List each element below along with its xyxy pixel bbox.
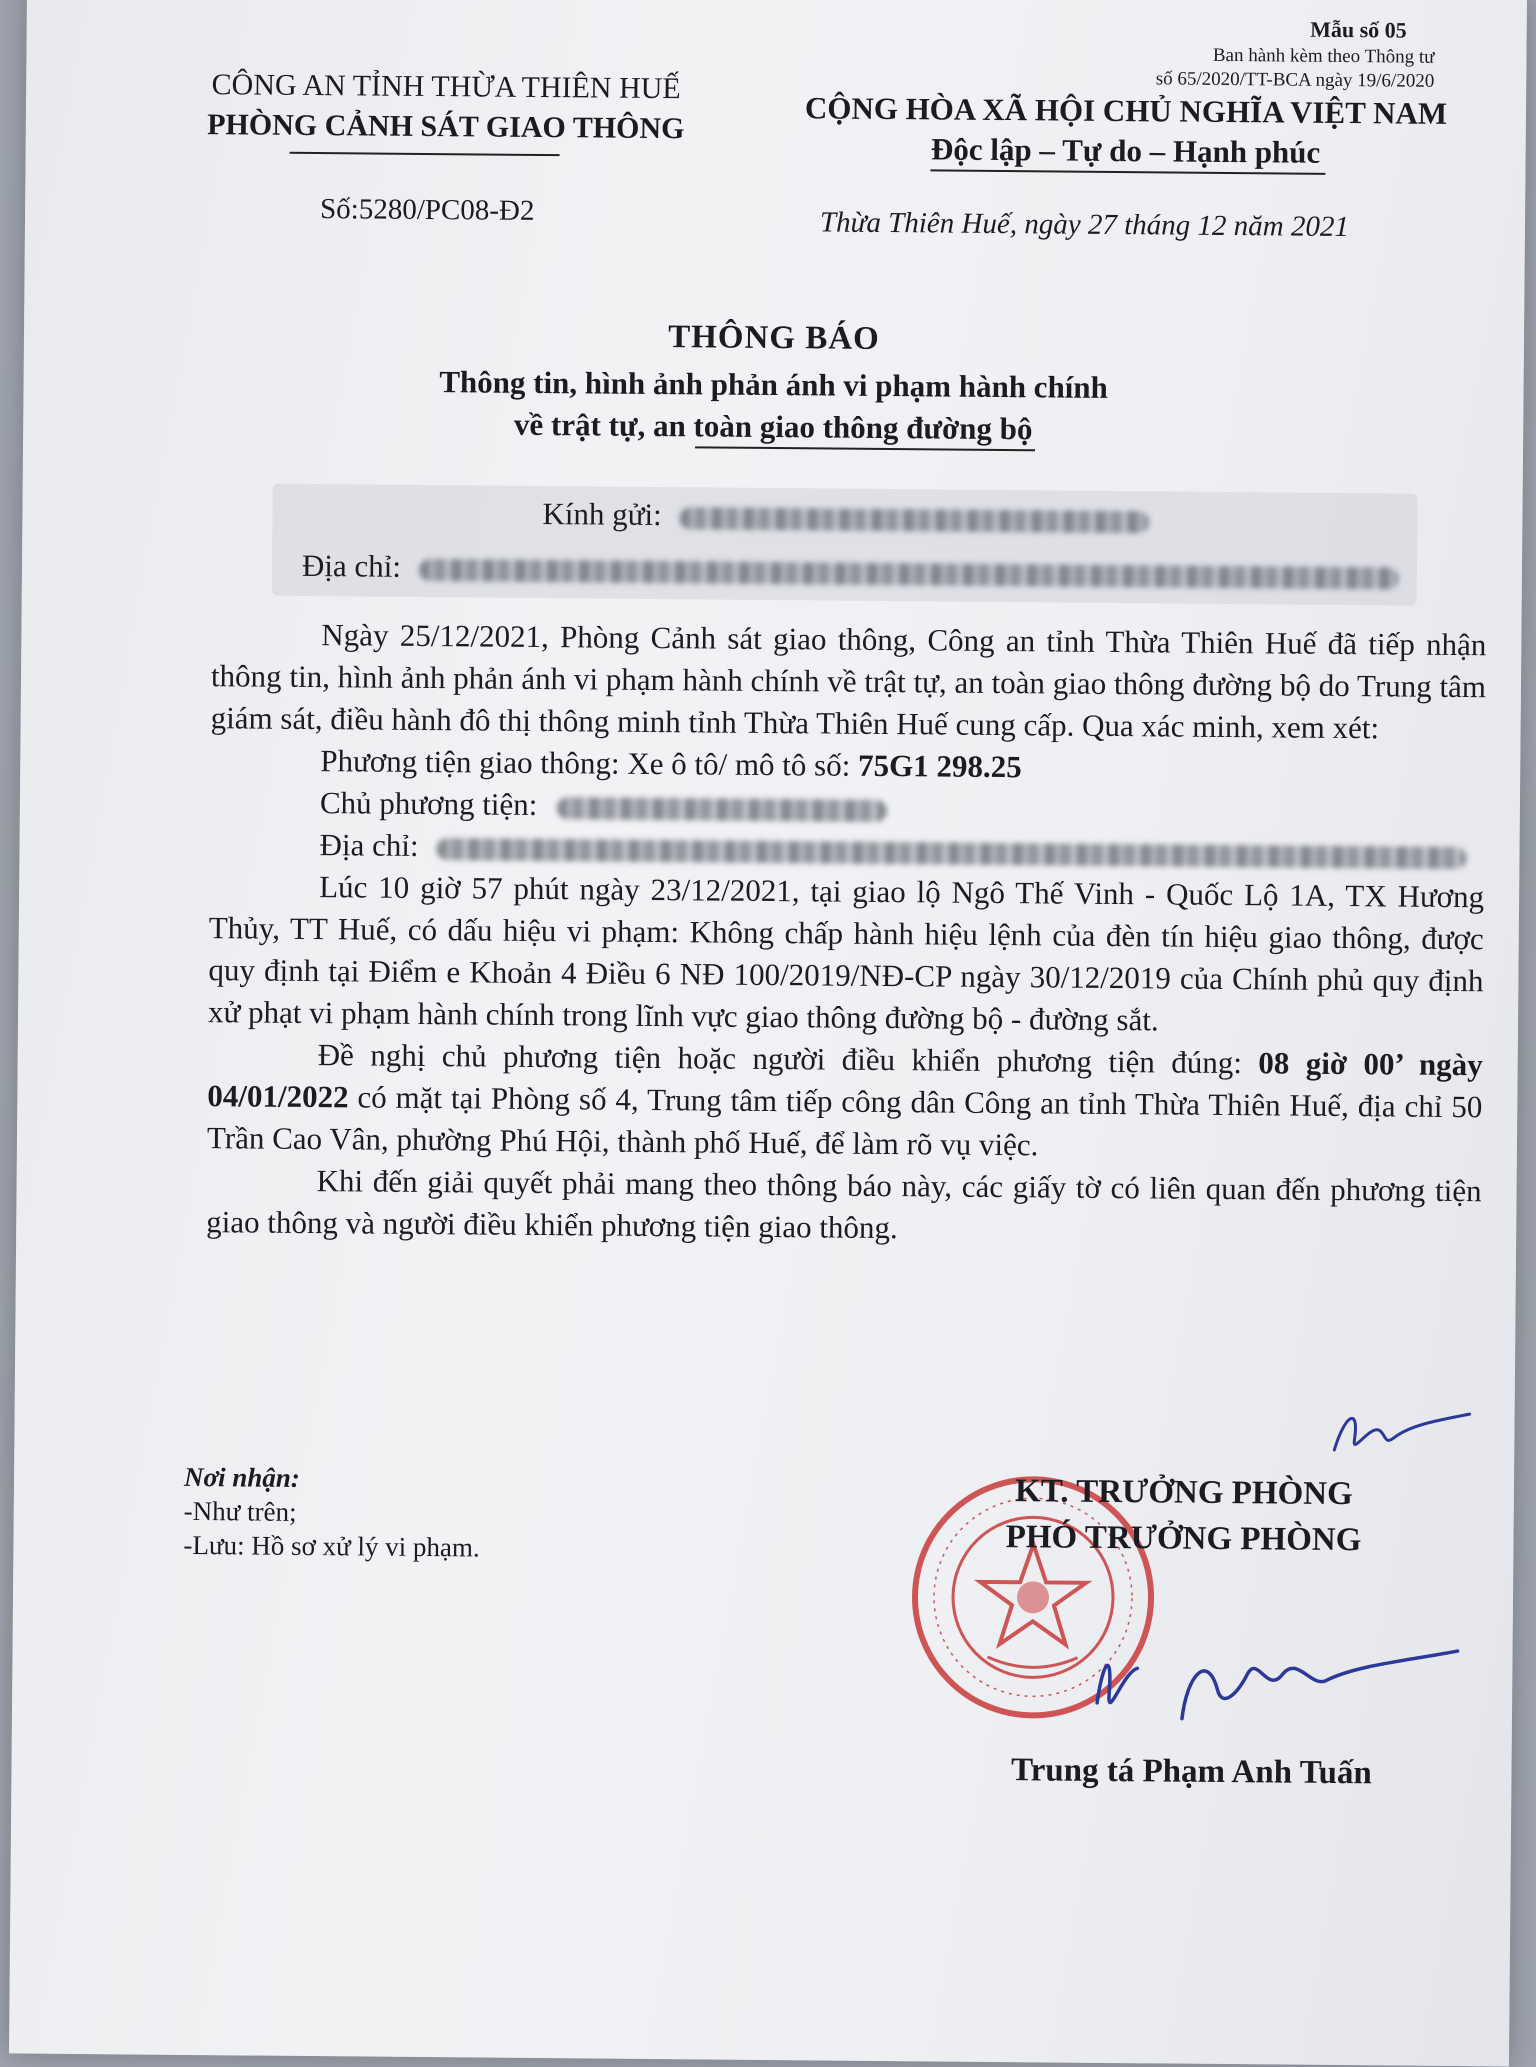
agency-line2: PHÒNG CẢNH SÁT GIAO THÔNG [207,108,685,146]
recipient-item-1: -Như trên; [183,1495,297,1527]
document-title: THÔNG BÁO [668,319,880,357]
recipient-item-2: -Lưu: Hồ sơ xử lý vi phạm. [183,1529,480,1563]
dateline: Thừa Thiên Huế, ngày 27 tháng 12 năm 2021 [819,206,1350,244]
signature-title [963,1468,1404,1564]
redacted-owner-name [557,797,887,822]
violation-paragraph: Lúc 10 giờ 57 phút ngày 23/12/2021, tại giao lộ Ngô Thế Vinh - Quốc Lộ 1A, TX Hương Thủy, TT Huế, có dấu hiệu vi phạm: Không chấp hành hiệu lệnh của đèn tín hiệu giao thông, được quy định tại Điểm e Khoản 4 Điều 6 NĐ 100/2019/NĐ-CP ngày 30/12/2019 của Chính phủ quy định xử phạt vi phạm hành chính trong lĩnh vực giao thông đường bộ - đường sắt. [207,869,1485,1038]
handwritten-signature [1087,1633,1468,1746]
request-text-b: có mặt tại Phòng số 4, Trung tâm tiếp công dân Công an tỉnh Thừa Thiên Huế, địa chỉ 50 Trần Cao Vân, phường Phú Hội, thành phố Huế, để làm rõ vụ việc. [206,1079,1483,1163]
agency-line1: CÔNG AN TỈNH THỪA THIÊN HUẾ [211,68,681,106]
form-ref-line1: Ban hành kèm theo Thông tư [1212,44,1435,68]
document-subtitle [23,357,1524,454]
bring-documents-paragraph: Khi đến giải quyết phải mang theo thông báo này, các giấy tờ có liên quan đến phương tiện giao thông và người điều khiển phương tiện giao thông. [206,1163,1482,1246]
recipient-block [302,486,1400,602]
national-motto [765,88,1486,174]
form-reference [1156,43,1435,93]
subtitle-line1: Thông tin, hình ảnh phản ánh vi phạm hành chính [439,364,1109,405]
owner-label: Chủ phương tiện: [319,785,538,822]
redacted-owner-address [436,838,1466,869]
form-ref-line2: số 65/2020/TT-BCA ngày 19/6/2020 [1155,68,1435,92]
agency-underline [290,152,560,156]
nation-line1: CỘNG HÒA XÃ HỘI CHỦ NGHĨA VIỆT NAM [804,90,1448,131]
document-number: Số:5280/PC08-Đ2 [319,193,535,227]
license-plate: 75G1 298.25 [857,747,1022,785]
recipients-block [183,1460,480,1565]
signer-name: Trung tá Phạm Anh Tuấn [1010,1752,1373,1792]
owner-address-label: Địa chỉ: [319,827,419,863]
redacted-recipient-address [419,559,1399,590]
subtitle-line2: về trật tự, an toàn giao thông đường bộ [513,406,1033,447]
redacted-recipient-name [679,507,1149,533]
nation-line2: Độc lập – Tự do – Hạnh phúc [930,131,1321,170]
request-paragraph [207,1033,1483,1170]
recipient-label: Kính gửi: [542,496,662,533]
document-page [9,0,1527,2067]
form-number: Mẫu số 05 [1310,16,1407,43]
recipient-address-label: Địa chỉ: [301,547,402,584]
vehicle-label: Phương tiện giao thông: Xe ô tô/ mô tô số: [320,743,859,783]
sign-line2: PHÓ TRƯỞNG PHÒNG [1005,1519,1362,1559]
request-text-a: Đề nghị chủ phương tiện hoặc người điều khiển phương tiện đúng: [317,1037,1259,1081]
issuing-agency [156,65,737,150]
appointment-time: 08 giờ 00’ ngày 04/01/2022 [207,1045,1483,1115]
notice-body [206,613,1486,1254]
initials-signature [1324,1395,1475,1466]
sign-line1: KT. TRƯỞNG PHÒNG [1014,1473,1353,1513]
recipients-title: Nơi nhận: [183,1461,300,1493]
intro-paragraph: Ngày 25/12/2021, Phòng Cảnh sát giao thông, Công an tỉnh Thừa Thiên Huế đã tiếp nhận thông tin, hình ảnh phản ánh vi phạm hành chính về trật tự, an toàn giao thông đường bộ do Trung tâm giám sát, điều hành đô thị thông minh tỉnh Thừa Thiên Huế cung cấp. Qua xác minh, xem xét: [210,617,1487,746]
